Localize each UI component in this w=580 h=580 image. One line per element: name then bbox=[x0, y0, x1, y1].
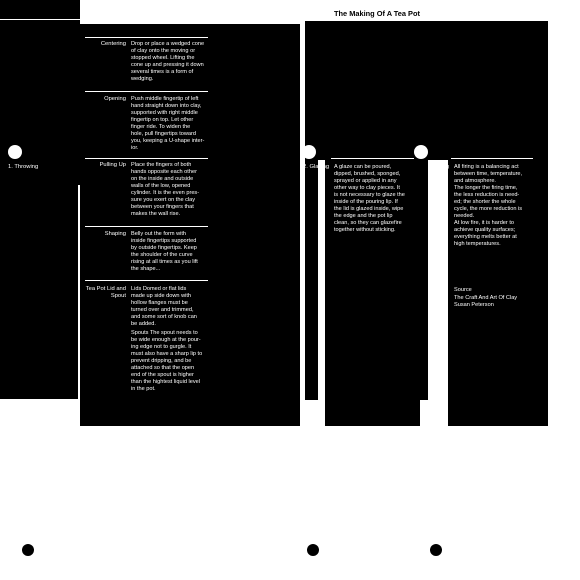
step-text-centering: Drop or place a wedged cone of clay onto the moving or stopped wheel. Lifting the cone up and pressing it down several times is a form of wedging. bbox=[131, 41, 205, 82]
section-firing-label: 3. Firing bbox=[428, 164, 449, 170]
step-label-centering: Centering bbox=[100, 41, 126, 47]
page-title: The Making Of A Tea Pot bbox=[334, 9, 420, 18]
step-label-pulling-up: Pulling Up bbox=[99, 162, 126, 168]
glazing-block bbox=[305, 160, 318, 400]
firing-marker-dot bbox=[414, 145, 428, 159]
section-throwing-label: 1. Throwing bbox=[8, 164, 39, 170]
step-rule bbox=[85, 280, 208, 281]
step-rule bbox=[85, 91, 208, 92]
binder-hole-dot bbox=[430, 544, 442, 556]
section-glazing-label: 2. Glazing bbox=[303, 164, 330, 170]
step-text-lids: Lids Domed or flat lids made up side down with hollow flanges must be turned over and trimmed, and some sort of knob can be added. bbox=[131, 286, 197, 327]
step-text-shaping: Belly out the form with inside fingertips supported by outside fingertips. Keep the shoulder of the curve rising at all times as you lift the shape... bbox=[131, 231, 198, 272]
throwing-marker-dot bbox=[8, 145, 22, 159]
binder-hole-dot bbox=[22, 544, 34, 556]
step-rule bbox=[85, 158, 208, 159]
step-label-shaping: Shaping bbox=[104, 231, 126, 237]
source-text: The Craft And Art Of Clay Susan Peterson bbox=[454, 295, 518, 308]
firing-block bbox=[420, 160, 428, 400]
firing-rule bbox=[451, 158, 533, 159]
glazing-rule bbox=[331, 158, 414, 159]
source-label: Source bbox=[454, 287, 472, 293]
step-text-pulling-up: Place the fingers of both hands opposite each other on the inside and outside walls of the low, opened cylinder. It is the even pres- sure you exert on the clay between your fingers that makes the wall rise. bbox=[131, 162, 200, 217]
step-label-opening: Opening bbox=[104, 96, 126, 102]
glazing-marker-dot bbox=[302, 145, 316, 159]
left-page-lower-block bbox=[0, 185, 78, 399]
top-left-rule bbox=[0, 19, 207, 20]
right-page-top-block bbox=[305, 21, 548, 160]
glazing-text: A glaze can be poured, dipped, brushed, sponged, sprayed or applied in any other way to clay pieces. It is not necessary to glaze the inside of the pouring lip. If the lid is glazed inside, wipe the edge and the pot lip clean, so they can glazefire together without sticking. bbox=[334, 164, 405, 233]
step-text-spouts: Spouts The spout needs to be wide enough at the pour- ing edge not to gurgle. It must also have a sharp lip to prevent dripping, and be attached so that the open end of the spout is higher than the hightest liquid level in the pot. bbox=[131, 330, 203, 392]
firing-text: All firing is a balancing act between time, temperature, and atmosphere. The longer the firing time, the less reduction is need- ed; the shorter the whole cycle, the more reduction is needed. At low fire, it is harder to achieve quality surfaces; everything melts better at high temperatures. bbox=[454, 164, 523, 247]
step-text-opening: Push middle fingertip of left hand straight down into clay, supported with right middle fingertip on top. Let other finger ride. To widen the hole, pull fingertips toward you, keeping a U-shape inter- ior. bbox=[131, 96, 205, 151]
binder-hole-dot bbox=[307, 544, 319, 556]
step-label-lid-spout: Tea Pot Lid and Spout bbox=[85, 286, 126, 299]
step-rule bbox=[85, 37, 208, 38]
step-rule bbox=[85, 226, 208, 227]
